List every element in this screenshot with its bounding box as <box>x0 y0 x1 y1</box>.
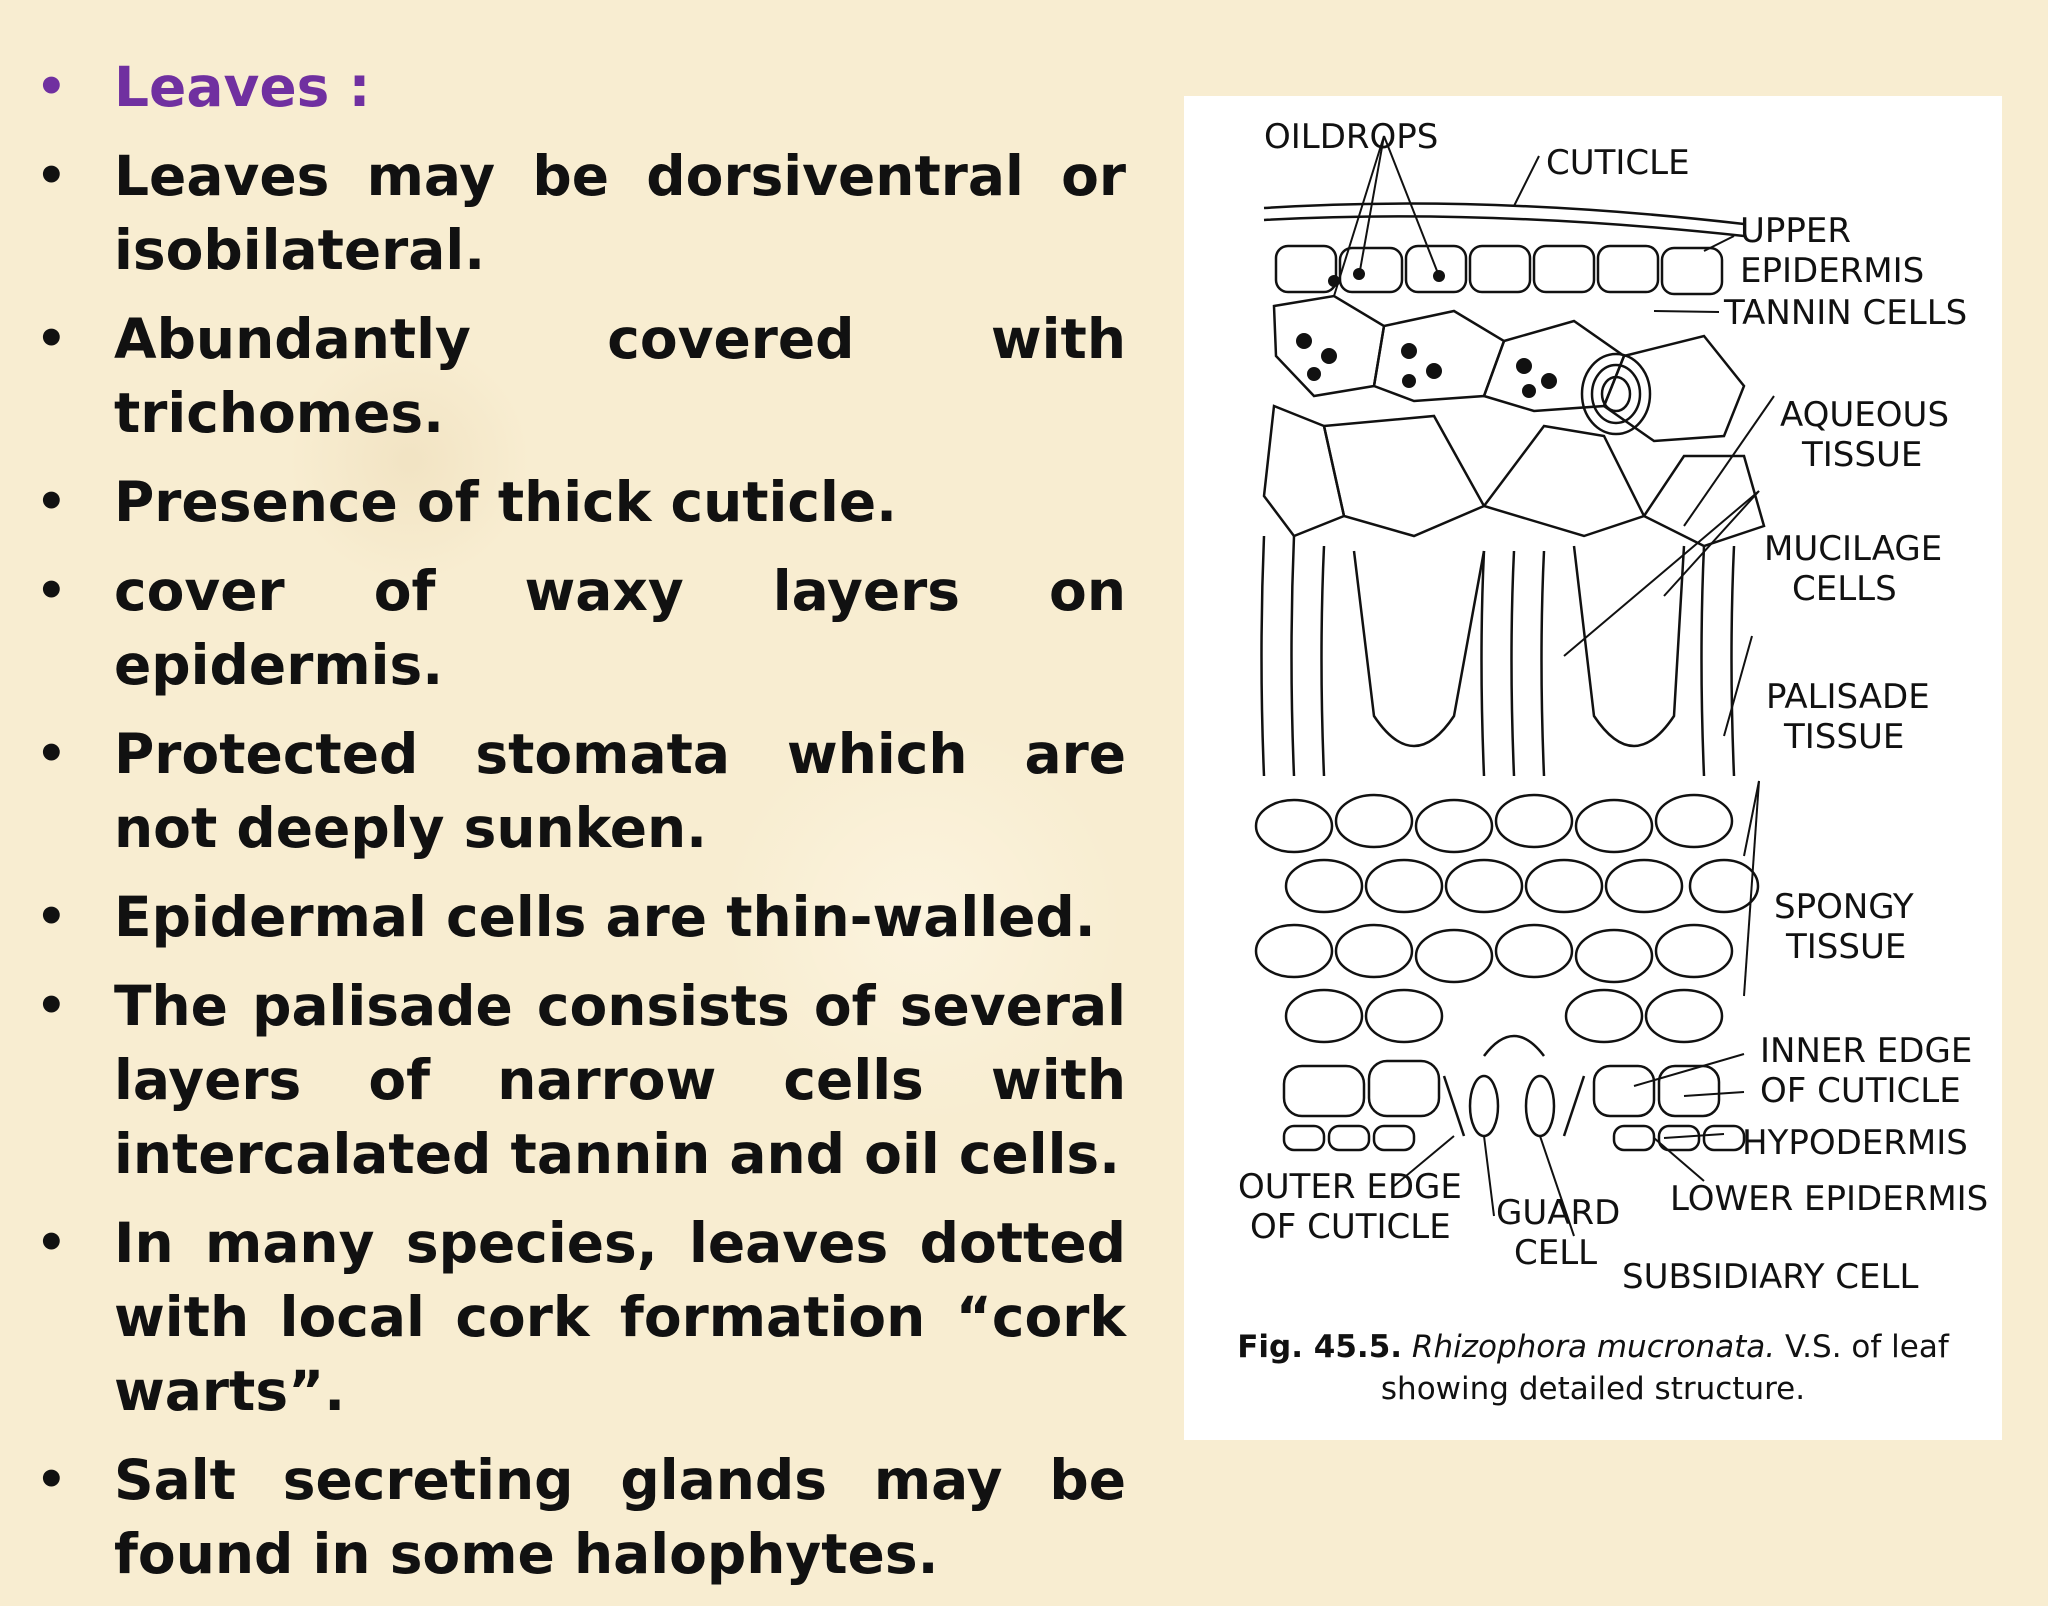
bullet-glyph: • <box>36 148 67 204</box>
label-mucilage: MUCILAGE <box>1764 529 1943 569</box>
caption-figure-number: Fig. 45.5. <box>1237 1329 1403 1365</box>
bullet-item <box>36 1206 1126 1428</box>
label-mucilage-cells: CELLS <box>1792 569 1897 609</box>
bullet-glyph: • <box>36 1215 67 1271</box>
bullet-glyph: • <box>36 474 67 530</box>
bullet-text: Abundantly covered with trichomes. <box>114 307 1126 445</box>
caption-rest: V.S. of leaf <box>1775 1329 1949 1365</box>
bullet-glyph: • <box>36 59 67 115</box>
bullet-glyph: • <box>36 726 67 782</box>
bullet-text: Leaves may be dorsiventral or isobilateral. <box>114 144 1126 282</box>
leaf-section-diagram <box>1184 96 2002 1326</box>
cuticle-layer <box>1264 204 1744 224</box>
spongy-tissue <box>1256 795 1758 1042</box>
bullet-text: Protected stomata which are not deeply sunken. <box>114 722 1126 860</box>
bullet-text: cover of waxy layers on epidermis. <box>114 559 1126 697</box>
bullet-item <box>36 465 1126 539</box>
bullet-heading-leaves <box>36 50 1126 124</box>
bullet-text: Presence of thick cuticle. <box>114 470 898 534</box>
label-subsidiary-cell: SUBSIDIARY CELL <box>1622 1257 1919 1297</box>
bullet-glyph: • <box>36 563 67 619</box>
label-epidermis: EPIDERMIS <box>1740 251 1925 291</box>
tannin-cell <box>1582 354 1650 434</box>
bullet-item <box>36 139 1126 287</box>
bullet-text: Epidermal cells are thin-walled. <box>114 885 1096 949</box>
bullet-glyph: • <box>36 978 67 1034</box>
aqueous-tissue <box>1264 406 1764 546</box>
figure-caption <box>1184 1326 2002 1410</box>
label-upper: UPPER <box>1740 211 1851 251</box>
label-palisade-tissue: TISSUE <box>1784 717 1905 757</box>
bullet-item <box>36 554 1126 702</box>
hypodermis-cells <box>1284 1061 1719 1116</box>
label-palisade: PALISADE <box>1766 677 1930 717</box>
bullet-text: Leaves : <box>114 55 371 119</box>
bullet-text: In many species, leaves dotted with local cork formation “cork warts”. <box>114 1211 1126 1423</box>
bullet-text: Salt secreting glands may be found in some halophytes. <box>114 1448 1126 1586</box>
label-aqueous-tissue: TISSUE <box>1802 435 1923 475</box>
label-guard-cell: CELL <box>1514 1233 1598 1273</box>
label-tannin-cells: TANNIN CELLS <box>1724 293 1968 333</box>
bullet-item <box>36 969 1126 1191</box>
label-spongy: SPONGY <box>1774 887 1914 927</box>
leaf-section-figure <box>1184 96 2002 1440</box>
figure-labels <box>1238 117 1988 1297</box>
caption-line-2: showing detailed structure. <box>1380 1371 1806 1407</box>
label-of-cuticle: OF CUTICLE <box>1760 1071 1961 1111</box>
label-of-cuticle-outer: OF CUTICLE <box>1250 1207 1451 1247</box>
label-cuticle: CUTICLE <box>1546 143 1690 183</box>
bullet-item <box>36 717 1126 865</box>
bullet-item <box>36 302 1126 450</box>
label-oildrops: OILDROPS <box>1264 117 1439 157</box>
label-lower-epidermis: LOWER EPIDERMIS <box>1670 1179 1989 1219</box>
bullet-item <box>36 880 1126 954</box>
label-guard: GUARD <box>1496 1193 1621 1233</box>
label-inner-edge: INNER EDGE <box>1760 1031 1973 1071</box>
bullet-item <box>36 1443 1126 1591</box>
caption-species: Rhizophora mucronata. <box>1411 1329 1776 1365</box>
bullet-list <box>36 50 1126 1606</box>
bullet-glyph: • <box>36 889 67 945</box>
stoma <box>1444 1036 1584 1136</box>
bullet-glyph: • <box>36 1452 67 1508</box>
label-aqueous: AQUEOUS <box>1780 395 1950 435</box>
oil-cells <box>1274 296 1744 441</box>
leader-lines <box>1334 136 1774 1236</box>
bullet-glyph: • <box>36 311 67 367</box>
label-outer-edge: OUTER EDGE <box>1238 1167 1462 1207</box>
bullet-text: The palisade consists of several layers of narrow cells with intercalated tannin and oil cells. <box>114 974 1126 1186</box>
label-hypodermis: HYPODERMIS <box>1742 1123 1968 1163</box>
label-spongy-tissue: TISSUE <box>1786 927 1907 967</box>
